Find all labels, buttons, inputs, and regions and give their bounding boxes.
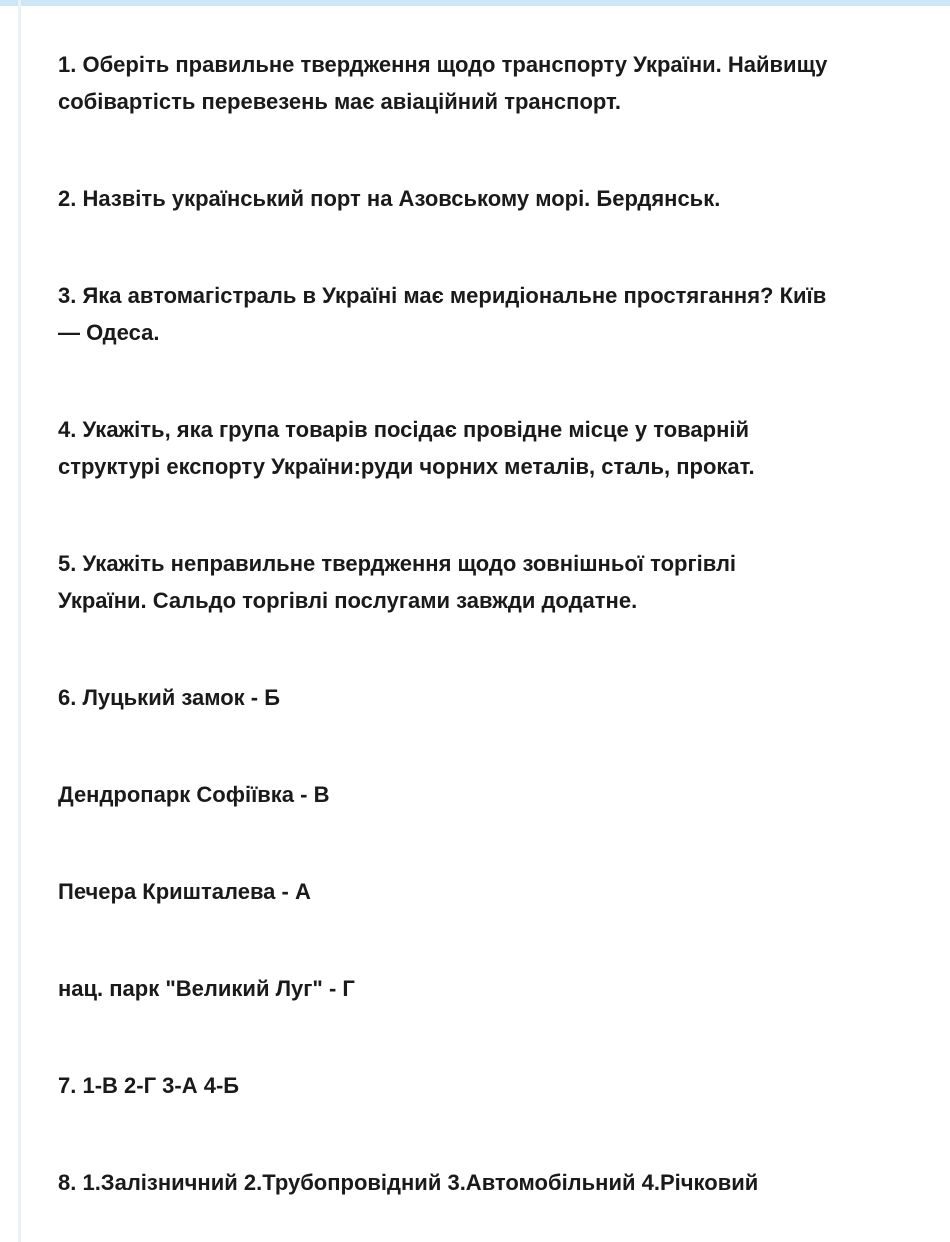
answer-6-item-3: Печера Кришталева - А	[58, 879, 311, 904]
top-highlight-bar	[0, 0, 950, 6]
answer-item-2	[58, 180, 950, 217]
answer-item-7	[58, 1067, 950, 1104]
answer-1-line-1: 1. Оберіть правильне твердження щодо транспорту України. Найвищу	[58, 52, 828, 77]
answer-item-1	[58, 46, 950, 120]
answer-6-item-2: Дендропарк Софіївка - В	[58, 782, 330, 807]
answer-6-item-1: 6. Луцький замок - Б	[58, 685, 281, 710]
answer-3-line-1: 3. Яка автомагістраль в Україні має меридіональне простягання? Київ	[58, 283, 827, 308]
answer-item-5	[58, 545, 950, 619]
answer-4-line-2: структурі експорту України:руди чорних металів, сталь, прокат.	[58, 454, 755, 479]
answer-8-line-1: 8. 1.Залізничний 2.Трубопровідний 3.Автомобільний 4.Річковий	[58, 1170, 759, 1195]
answer-item-4	[58, 411, 950, 485]
answer-5-line-1: 5. Укажіть неправильне твердження щодо зовнішньої торгівлі	[58, 551, 737, 576]
answer-body	[58, 46, 950, 1201]
answer-item-6	[58, 679, 950, 1007]
answer-4-line-1: 4. Укажіть, яка група товарів посідає провідне місце у товарній	[58, 417, 749, 442]
answer-item-3	[58, 277, 950, 351]
answer-6-item-4: нац. парк "Великий Луг" - Г	[58, 976, 355, 1001]
left-border-rule	[18, 0, 21, 1242]
answer-5-line-2: України. Сальдо торгівлі послугами завжди додатне.	[58, 588, 638, 613]
answer-7-line-1: 7. 1-В 2-Г 3-А 4-Б	[58, 1073, 240, 1098]
answer-3-line-2: — Одеса.	[58, 320, 160, 345]
answer-1-line-2: собівартість перевезень має авіаційний транспорт.	[58, 89, 621, 114]
answer-2-line-1: 2. Назвіть український порт на Азовському морі. Бердянськ.	[58, 186, 721, 211]
answer-item-8	[58, 1164, 950, 1201]
